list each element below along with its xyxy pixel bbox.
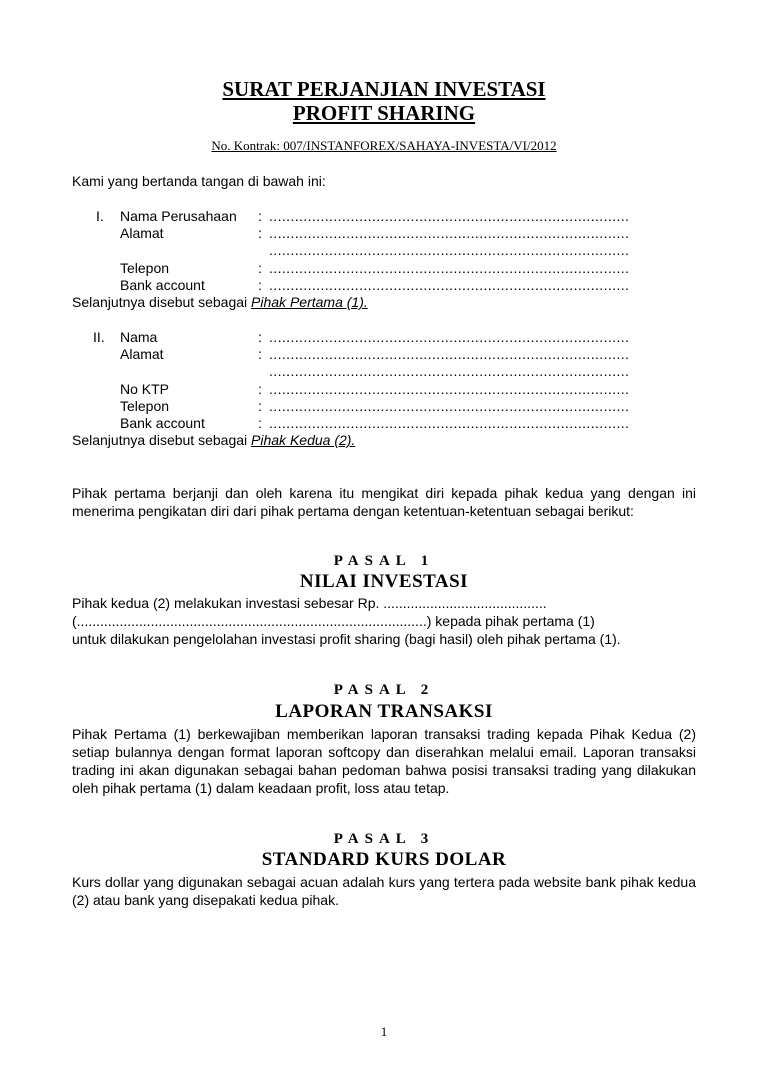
party2-fill-line[interactable]: .................................................................................... [269,381,629,397]
party1-numeral: I. [96,208,104,224]
party2-closing-prefix: Selanjutnya disebut sebagai [72,432,252,448]
document-title-line1: SURAT PERJANJIAN INVESTASI [222,77,546,101]
party1-field-label: Alamat [120,225,164,241]
article-1-line: (..........................................................................................) kepada pihak pertama (1) [72,613,595,629]
contract-number: No. Kontrak: 007/INSTANFOREX/SAHAYA-INVESTA/VI/2012 [211,138,557,153]
party2-field-label: Alamat [120,346,164,362]
party1-fill-line[interactable]: .................................................................................... [269,242,629,258]
article-2-body: Pihak Pertama (1) berkewajiban memberikan laporan transaksi trading kepada Pihak Kedua (2) setiap bulannya dengan format laporan softcopy dan diserahkan melalui email. Laporan transaksi trading ini akan digunakan sebagai bahan pedoman bahwa posisi transaksi trading yang dilakukan oleh pihak pertama (1) dalam keadaan profit, loss atau tetap. [72,726,696,796]
article-1-line: Pihak kedua (2) melakukan investasi sebesar Rp. .......................................... [72,595,547,611]
party2-field-label: Telepon [120,398,170,414]
article-3-body: Kurs dollar yang digunakan sebagai acuan adalah kurs yang tertera pada website bank pihak kedua (2) atau bank yang disepakati kedua pihak. [72,874,696,908]
party1-colon: : [258,277,262,293]
party2-designation: Pihak Kedua (2). [251,432,356,448]
article-3-heading: STANDARD KURS DOLAR [261,849,507,870]
party1-closing [72,294,368,311]
party2-fill-line[interactable]: .................................................................................... [269,329,629,345]
party2-colon: : [258,398,262,414]
party1-field-label: Bank account [120,277,205,293]
party1-fill-line[interactable]: .................................................................................... [269,208,629,224]
party2-colon: : [258,415,262,431]
article-1-line: untuk dilakukan pengelolahan investasi profit sharing (bagi hasil) oleh pihak pertama (1). [72,631,621,647]
party2-fill-line[interactable]: .................................................................................... [269,346,629,362]
document-title-line2: PROFIT SHARING [292,101,476,125]
party1-colon: : [258,225,262,241]
intro-text: Kami yang bertanda tangan di bawah ini: [72,173,326,189]
article-2-number: PASAL 2 [333,682,435,698]
article-3-number: PASAL 3 [333,831,435,847]
party2-colon: : [258,346,262,362]
party1-designation: Pihak Pertama (1). [251,294,368,310]
party2-field-label: Nama [120,329,158,345]
article-2-heading: LAPORAN TRANSAKSI [275,701,493,722]
article-1-heading: NILAI INVESTASI [299,571,469,592]
preamble-paragraph: Pihak pertama berjanji dan oleh karena itu mengikat diri kepada pihak kedua yang dengan ini menerima pengikatan diri dari pihak pertama dengan ketentuan-ketentuan sebagai berikut: [72,485,696,519]
page-number: 1 [380,1024,388,1039]
party2-fill-line[interactable]: .................................................................................... [269,398,629,414]
party1-field-label: Telepon [120,260,170,276]
party2-field-label: No KTP [120,381,170,397]
party1-fill-line[interactable]: .................................................................................... [269,277,629,293]
party2-fill-line[interactable]: .................................................................................... [269,415,629,431]
party1-closing-prefix: Selanjutnya disebut sebagai [72,294,252,310]
article-1-number: PASAL 1 [333,553,435,569]
party1-colon: : [258,208,262,224]
party2-field-label: Bank account [120,415,205,431]
party2-colon: : [258,329,262,345]
party1-fill-line[interactable]: .................................................................................... [269,260,629,276]
party1-field-label: Nama Perusahaan [120,208,237,224]
party2-colon: : [258,381,262,397]
party1-colon: : [258,260,262,276]
party2-fill-line[interactable]: .................................................................................... [269,363,629,379]
party2-numeral: II. [93,329,105,345]
party2-closing [72,432,355,449]
party1-fill-line[interactable]: .................................................................................... [269,225,629,241]
